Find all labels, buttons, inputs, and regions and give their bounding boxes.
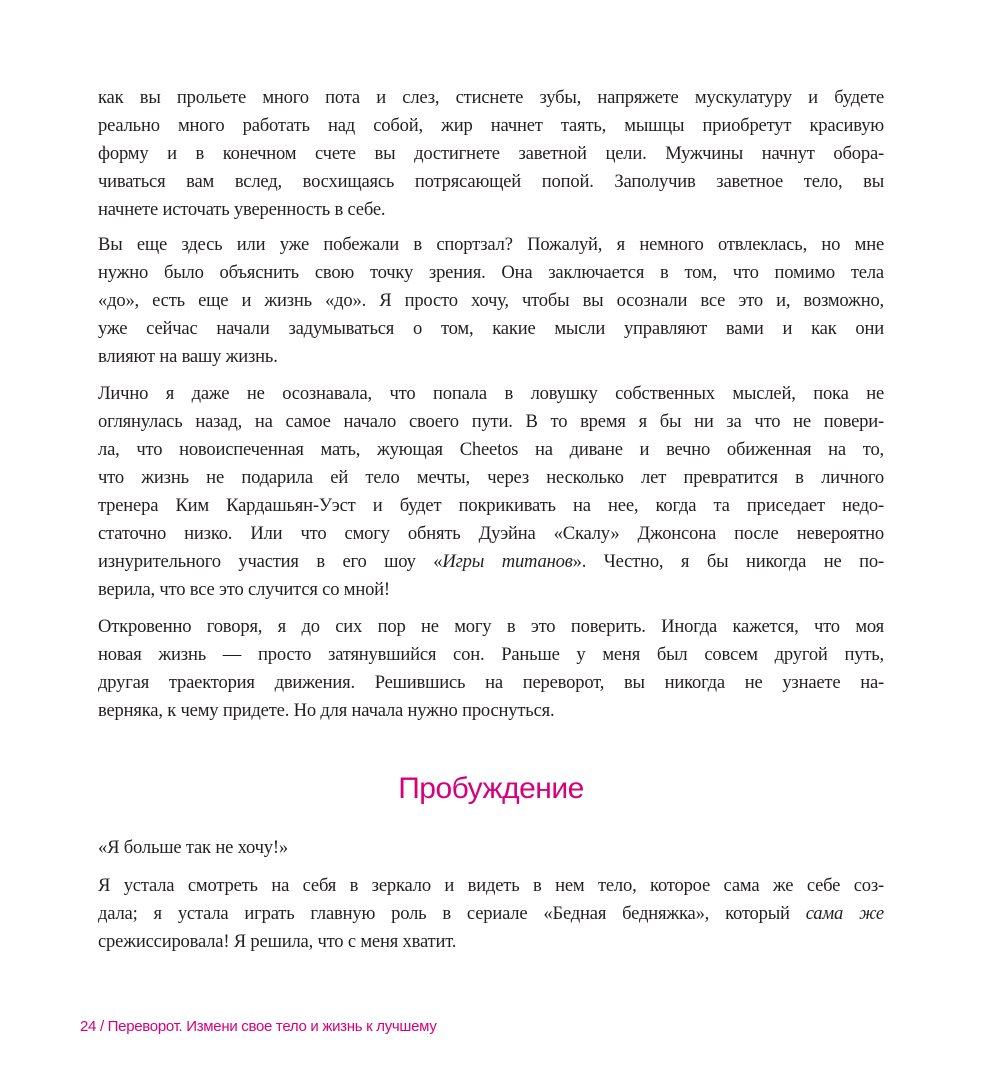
text-segment: форму и в конечном счете вы достигнете заветной цели. Мужчины начнут обора- (98, 143, 884, 164)
text-segment: статочно низко. Или что смогу обнять Дуэйна «Скалу» Джонсона после невероятно (98, 523, 884, 544)
text-segment: новая жизнь — просто затянувшийся сон. Раньше у меня был совсем другой путь, (98, 644, 884, 665)
text-line (98, 520, 884, 548)
text-line (98, 259, 884, 287)
text-segment: оглянулась назад, на самое начало своего пути. В то время я бы ни за что не повери- (98, 411, 884, 432)
text-line (98, 287, 884, 315)
text-line (98, 168, 884, 196)
paragraph (98, 872, 884, 956)
text-line (98, 928, 884, 956)
text-segment: уже сейчас начали задумываться о том, какие мысли управляют вами и как они (98, 318, 884, 339)
paragraph (98, 834, 884, 862)
text-segment: «Я больше так не хочу!» (98, 837, 288, 858)
italic-text: сама же (805, 903, 884, 924)
text-line (98, 834, 884, 862)
text-line (98, 196, 884, 224)
text-line (98, 492, 884, 520)
text-line (98, 464, 884, 492)
paragraph (98, 380, 884, 604)
text-segment: изнурительного участия в его шоу « (98, 551, 443, 572)
text-segment: что жизнь не подарила ей тело мечты, через несколько лет превратится в личного (98, 467, 884, 488)
text-segment: Я устала смотреть на себя в зеркало и видеть в нем тело, которое сама же себе соз- (98, 875, 884, 896)
text-line (98, 380, 884, 408)
text-line (98, 343, 884, 371)
text-line (98, 84, 884, 112)
text-segment: верила, что все это случится со мной! (98, 579, 390, 600)
text-line (98, 436, 884, 464)
text-line (98, 408, 884, 436)
text-segment: ла, что новоиспеченная мать, жующая Cheetos на диване и вечно обиженная на то, (98, 439, 884, 460)
page-footer: 24 / Переворот. Измени свое тело и жизнь к лучшему (80, 1018, 437, 1035)
text-line (98, 548, 884, 576)
text-line (98, 613, 884, 641)
text-line (98, 231, 884, 259)
text-segment: «до», есть еще и жизнь «до». Я просто хочу, чтобы вы осознали все это и, возможно, (98, 290, 884, 311)
text-line (98, 669, 884, 697)
text-segment: Откровенно говоря, я до сих пор не могу в это поверить. Иногда кажется, что моя (98, 616, 884, 637)
text-segment: влияют на вашу жизнь. (98, 346, 278, 367)
text-segment: дала; я устала играть главную роль в сериале «Бедная бедняжка», который (98, 903, 806, 924)
text-segment: нужно было объяснить свою точку зрения. Она заключается в том, что помимо тела (98, 262, 884, 283)
italic-text: Игры титанов (442, 551, 573, 572)
text-line (98, 576, 884, 604)
section-heading: Пробуждение (398, 772, 584, 805)
text-line (98, 900, 884, 928)
text-segment: начнете источать уверенность в себе. (98, 199, 386, 220)
text-line (98, 872, 884, 900)
text-segment: Вы еще здесь или уже побежали в спортзал? Пожалуй, я немного отвлеклась, но мне (98, 234, 884, 255)
text-segment: срежиссировала! Я решила, что с меня хватит. (98, 931, 457, 952)
text-line (98, 112, 884, 140)
paragraph (98, 613, 884, 725)
text-line (98, 315, 884, 343)
text-segment: верняка, к чему придете. Но для начала нужно проснуться. (98, 700, 555, 721)
text-segment: чиваться вам вслед, восхищаясь потрясающей попой. Заполучив заветное тело, вы (98, 171, 884, 192)
text-line (98, 140, 884, 168)
text-segment: ». Честно, я бы никогда не по- (572, 551, 884, 572)
text-segment: тренера Ким Кардашьян-Уэст и будет покрикивать на нее, когда та приседает недо- (98, 495, 884, 516)
text-segment: как вы прольете много пота и слез, стиснете зубы, напряжете мускулатуру и будете (98, 87, 884, 108)
text-line (98, 697, 884, 725)
text-segment: другая траектория движения. Решившись на переворот, вы никогда не узнаете на- (98, 672, 884, 693)
text-line (98, 641, 884, 669)
text-segment: Лично я даже не осознавала, что попала в ловушку собственных мыслей, пока не (98, 383, 884, 404)
paragraph (98, 84, 884, 224)
paragraph (98, 231, 884, 371)
text-segment: реально много работать над собой, жир начнет таять, мышцы приобретут красивую (98, 115, 884, 136)
